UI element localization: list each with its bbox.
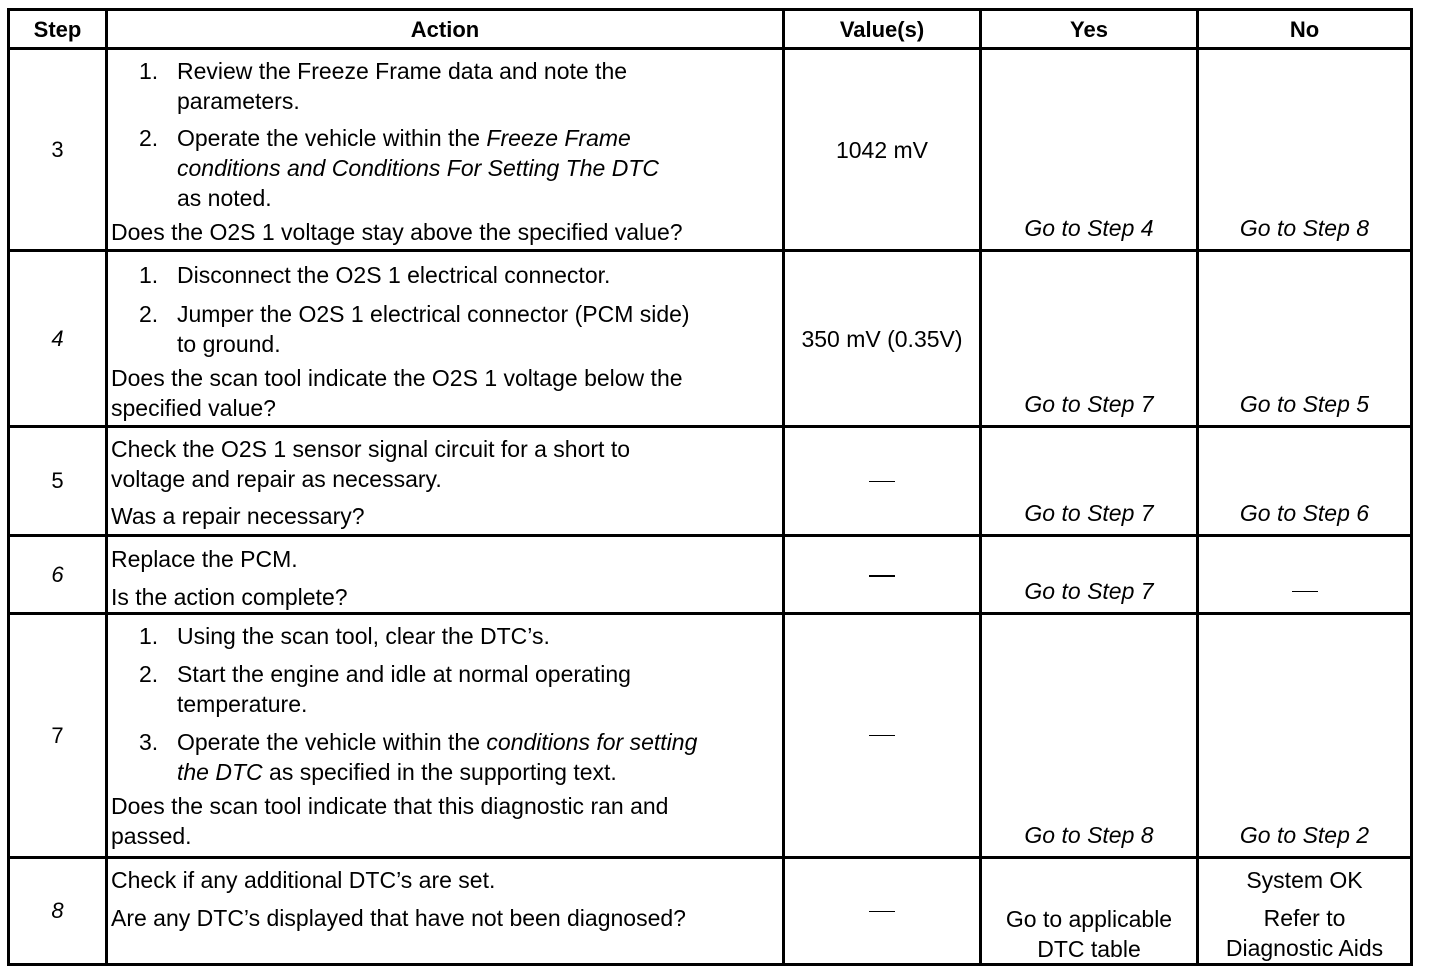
value-cell	[785, 537, 979, 612]
step-number: 7	[51, 722, 64, 748]
no-cell: Go to Step 2	[1239, 822, 1370, 848]
header-step: Step	[33, 17, 82, 42]
action-list-item: 2. Operate the vehicle within the Freeze Frame conditions and Conditions For Setting The DTC as noted.	[139, 125, 659, 211]
header-yes: Yes	[1070, 17, 1108, 42]
action-cell	[111, 260, 779, 423]
action-list-item: 3. Operate the vehicle within the conditions for setting the DTC as specified in the supporting text.	[139, 729, 698, 785]
action-list-item: 2. Jumper the O2S 1 electrical connector (PCM side) to ground.	[139, 301, 690, 357]
no-cell: System OK Refer to Diagnostic Aids	[1225, 867, 1384, 961]
no-cell: Go to Step 8	[1239, 215, 1370, 241]
no-cell: Go to Step 5	[1239, 391, 1370, 417]
column-divider	[105, 11, 108, 963]
empty-value-dash	[869, 575, 895, 577]
step-number: 5	[51, 468, 64, 493]
action-question: Does the O2S 1 voltage stay above the specified value?	[111, 219, 683, 245]
action-list-item: 1. Using the scan tool, clear the DTC’s.	[139, 623, 550, 649]
action-cell	[111, 621, 779, 851]
action-question: Was a repair necessary?	[111, 503, 365, 529]
header-no: No	[1289, 17, 1320, 42]
yes-cell: Go to Step 4	[1024, 215, 1154, 241]
action-cell: Check the O2S 1 sensor signal circuit for a short to voltage and repair as necessary. Was a repair necessary?	[111, 434, 779, 531]
action-list-item: 1. Review the Freeze Frame data and note the parameters.	[139, 58, 628, 114]
step-number: 3	[51, 136, 64, 162]
step-number: 8	[51, 898, 64, 923]
step-number: 6	[51, 561, 64, 587]
empty-value-dash	[869, 911, 895, 912]
action-question: Is the action complete?	[111, 584, 348, 610]
step-number: 4	[51, 325, 64, 351]
value-cell	[785, 428, 979, 534]
action-cell: Replace the PCM. Is the action complete?	[111, 544, 779, 612]
diagnostic-table	[7, 8, 1413, 966]
action-question: Does the scan tool indicate that this diagnostic ran and passed.	[111, 793, 669, 849]
no-cell: Go to Step 6	[1239, 500, 1370, 526]
action-cell: Check if any additional DTC’s are set. Are any DTC’s displayed that have not been diagnosed?	[111, 865, 779, 933]
action-list-item: 1. Disconnect the O2S 1 electrical connector.	[139, 262, 611, 288]
header-action: Action	[410, 17, 480, 42]
yes-cell: Go to Step 7	[1024, 500, 1154, 526]
value-cell: 350 mV (0.35V)	[801, 325, 963, 352]
action-question: Are any DTC’s displayed that have not been diagnosed?	[111, 905, 686, 931]
yes-cell: Go to Step 7	[1024, 391, 1154, 417]
empty-value-dash	[1292, 591, 1318, 592]
yes-cell: Go to Step 7	[1024, 578, 1154, 604]
action-cell	[111, 56, 779, 247]
yes-cell: Go to Step 8	[1024, 822, 1154, 848]
header-values: Value(s)	[839, 17, 925, 42]
value-cell	[785, 615, 979, 856]
yes-cell: Go to applicable DTC table	[1005, 906, 1173, 962]
empty-value-dash	[869, 481, 895, 482]
action-question: Does the scan tool indicate the O2S 1 voltage below the specified value?	[111, 365, 683, 421]
value-cell: 1042 mV	[835, 136, 929, 163]
no-cell	[1199, 537, 1410, 612]
value-cell	[785, 859, 979, 963]
action-list-item: 2. Start the engine and idle at normal operating temperature.	[139, 661, 631, 717]
empty-value-dash	[869, 735, 895, 736]
